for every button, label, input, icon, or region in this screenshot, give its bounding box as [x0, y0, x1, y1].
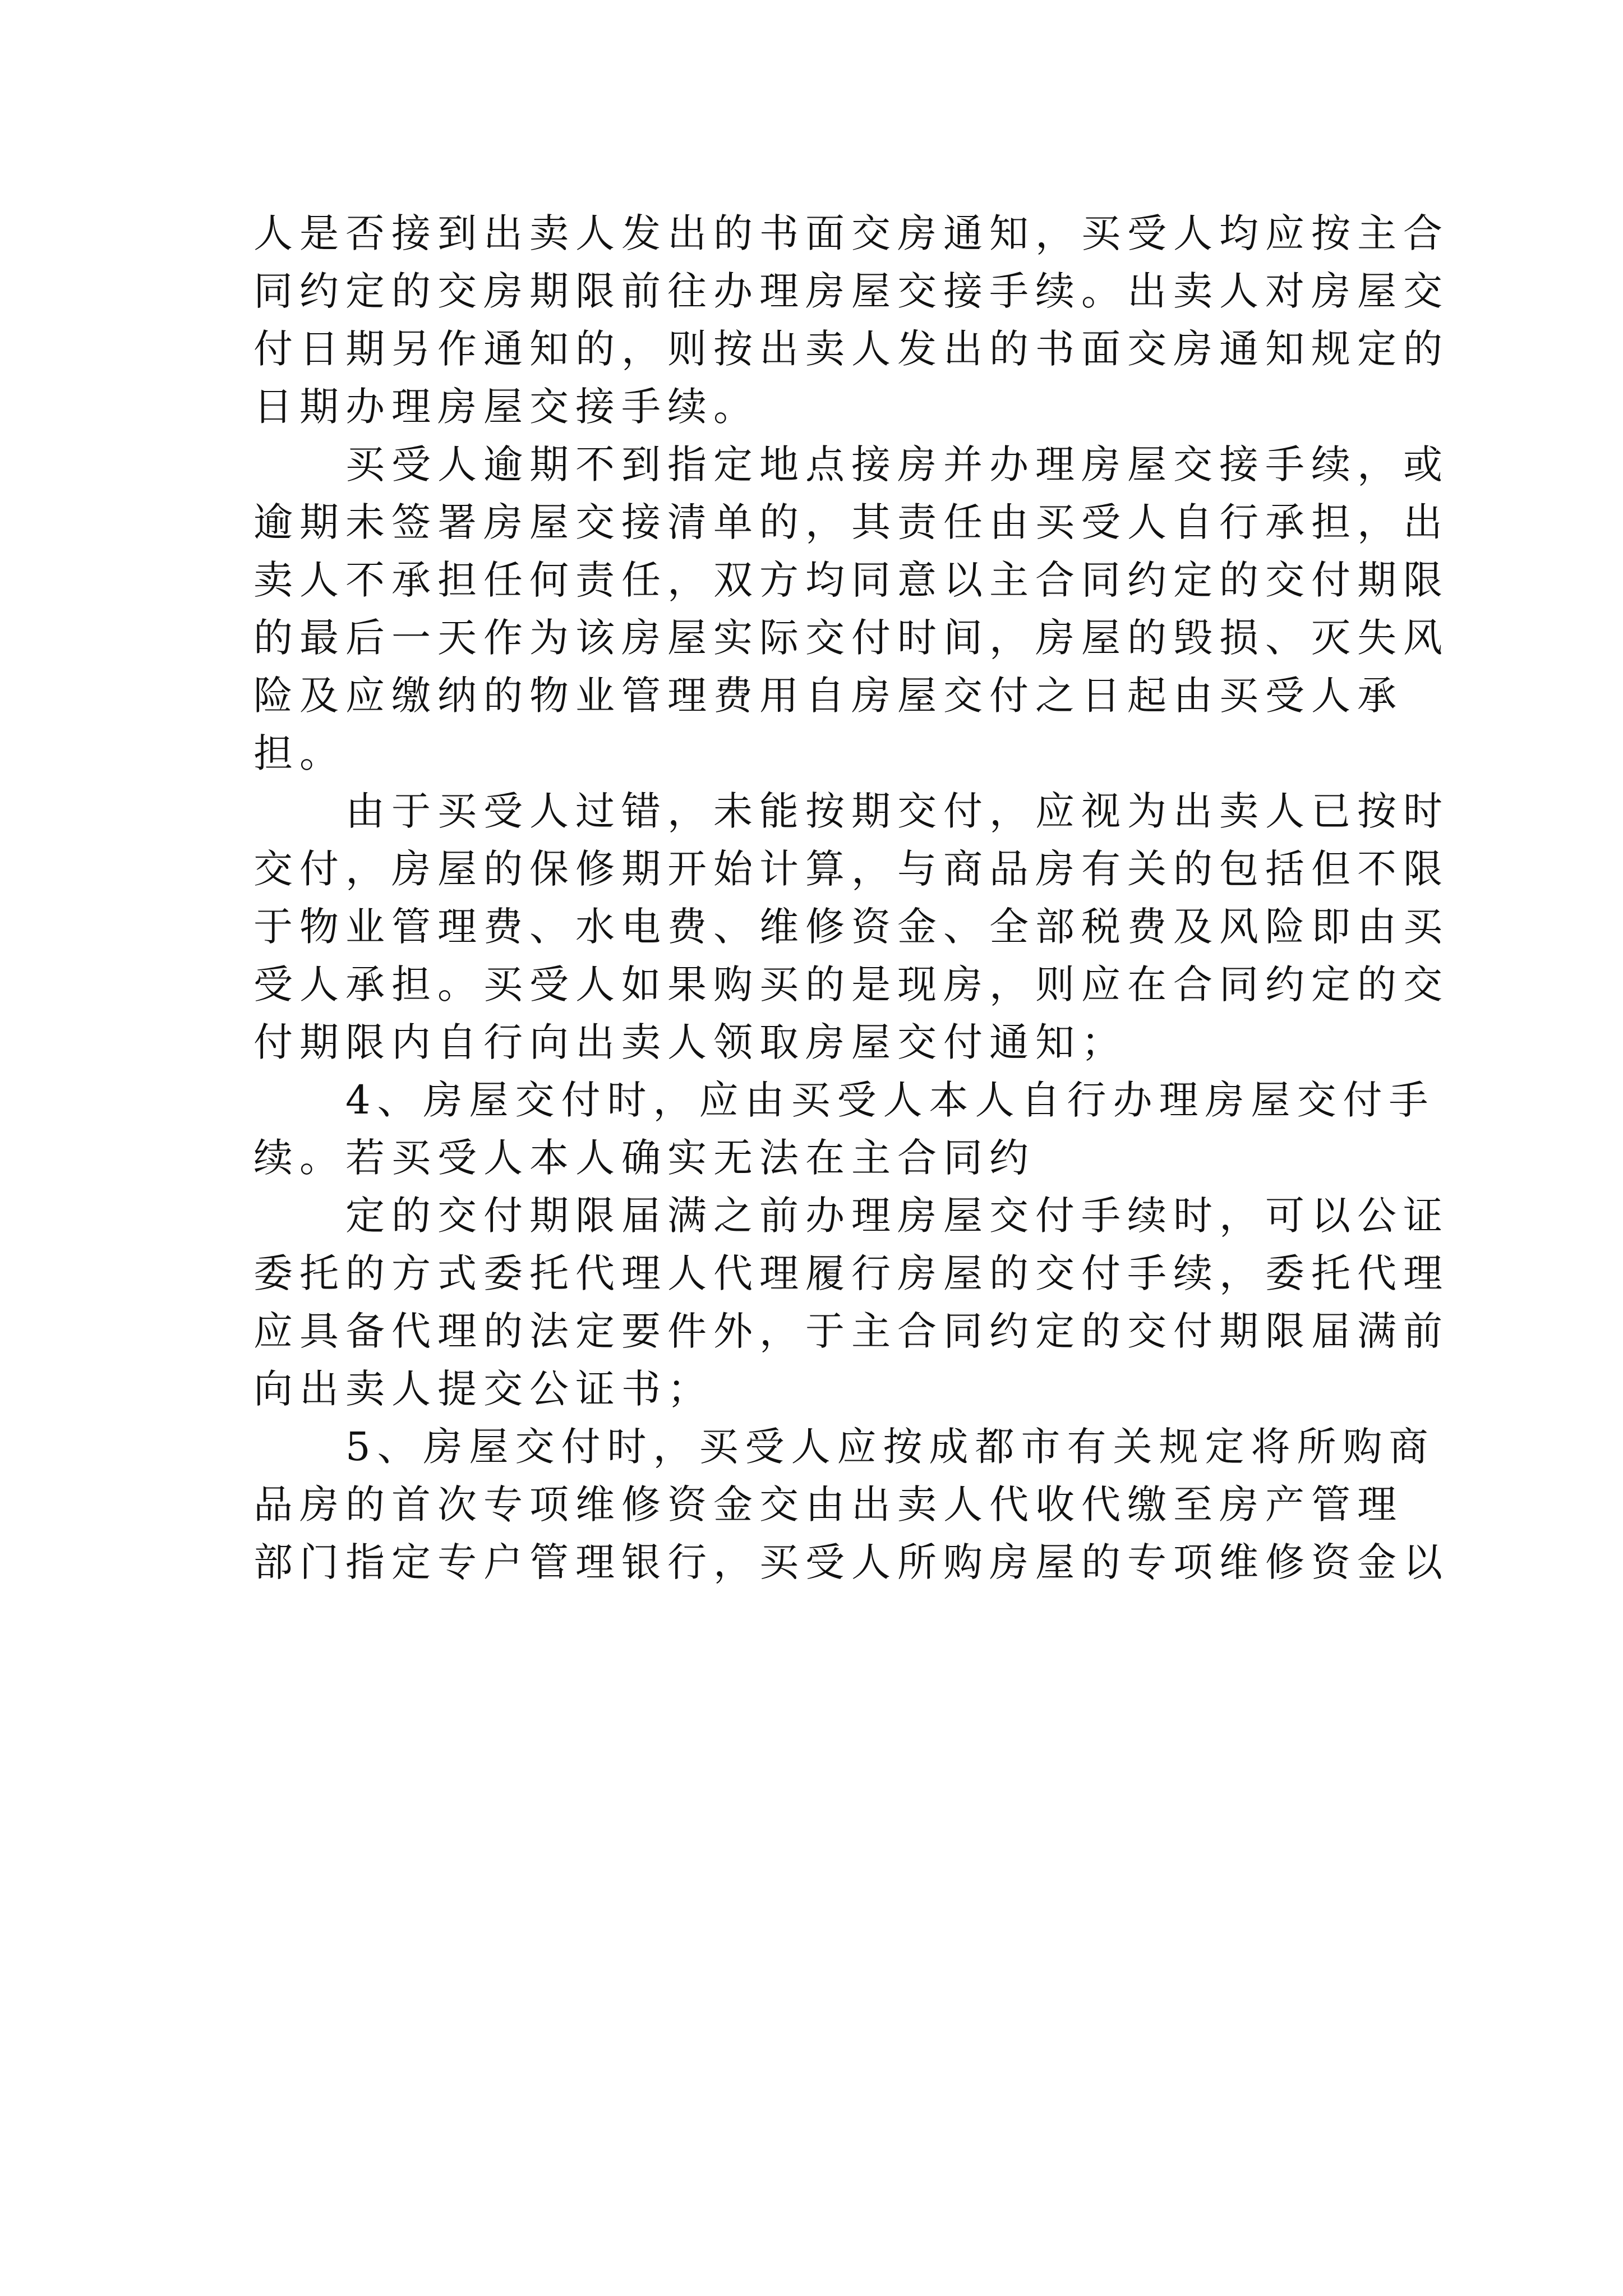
text-line: 担。	[253, 730, 345, 776]
text-line: 付期限内自行向出卖人领取房屋交付通知；	[253, 1019, 1127, 1065]
paragraph-2	[253, 436, 1449, 783]
text-line: 定的交付期限届满之前办理房屋交付手续时，可以公证	[345, 1193, 1449, 1239]
text-line: 付日期另作通知的，则按出卖人发出的书面交房通知规定的	[253, 326, 1449, 372]
text-line: 人是否接到出卖人发出的书面交房通知，买受人均应按主合	[253, 210, 1449, 256]
paragraph-3	[253, 783, 1449, 1071]
text-line: 同约定的交房期限前往办理房屋交接手续。出卖人对房屋交	[253, 268, 1449, 314]
text-line: 交付，房屋的保修期开始计算，与商品房有关的包括但不限	[253, 846, 1449, 892]
paragraph-6	[253, 1418, 1449, 1591]
paragraph-5	[253, 1187, 1449, 1418]
text-line: 部门指定专户管理银行，买受人所购房屋的专项维修资金以	[253, 1539, 1449, 1585]
text-line: 4、房屋交付时，应由买受人本人自行办理房屋交付手	[345, 1077, 1435, 1123]
paragraph-4	[253, 1071, 1435, 1187]
text-line: 应具备代理的法定要件外，于主合同约定的交付期限届满前	[253, 1308, 1449, 1354]
text-line: 买受人逾期不到指定地点接房并办理房屋交接手续，或	[345, 441, 1449, 487]
text-line: 的最后一天作为该房屋实际交付时间，房屋的毁损、灭失风	[253, 615, 1449, 661]
text-line: 续。若买受人本人确实无法在主合同约	[253, 1135, 1035, 1181]
document-body	[253, 205, 1449, 1591]
text-line: 5、房屋交付时，买受人应按成都市有关规定将所购商	[345, 1424, 1435, 1470]
text-line: 由于买受人过错，未能按期交付，应视为出卖人已按时	[345, 788, 1449, 834]
text-line: 委托的方式委托代理人代理履行房屋的交付手续，委托代理	[253, 1250, 1449, 1296]
text-line: 于物业管理费、水电费、维修资金、全部税费及风险即由买	[253, 904, 1449, 950]
text-line: 逾期未签署房屋交接清单的，其责任由买受人自行承担，出	[253, 499, 1449, 545]
text-line: 受人承担。买受人如果购买的是现房，则应在合同约定的交	[253, 961, 1449, 1007]
text-line: 品房的首次专项维修资金交由出卖人代收代缴至房产管理	[253, 1481, 1403, 1527]
text-line: 向出卖人提交公证书；	[253, 1366, 713, 1412]
text-line: 卖人不承担任何责任，双方均同意以主合同约定的交付期限	[253, 557, 1449, 603]
paragraph-1	[253, 205, 1449, 436]
text-line: 险及应缴纳的物业管理费用自房屋交付之日起由买受人承	[253, 673, 1403, 719]
text-line: 日期办理房屋交接手续。	[253, 384, 759, 430]
